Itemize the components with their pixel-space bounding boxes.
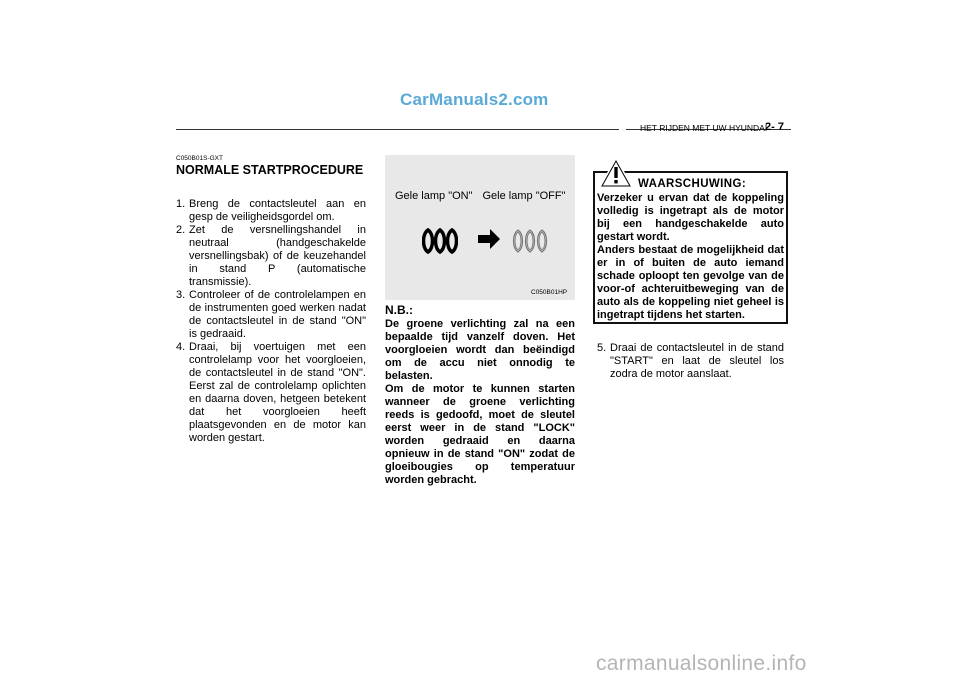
start-steps-list — [176, 198, 366, 445]
warning-paragraph: Anders bestaat de mogelijkheid dat er in of buiten de auto iemand schade oploopt ten gevolge van de voor-of achteruitbeweging van de auto als de koppeling niet geheel is ingetrapt tijdens het starten. — [597, 244, 784, 321]
watermark-carmanualsonline: carmanualsonline.info — [596, 652, 807, 675]
glow-plug-on-icon — [422, 226, 458, 256]
warning-paragraph: Verzeker u ervan dat de koppeling volledig is ingetrapt als de motor bij een handgeschakelde auto gestart wordt. — [597, 192, 784, 243]
note-paragraph: De groene verlichting zal na een bepaalde tijd vanzelf doven. Het voorgloeien wordt dan beëindigd om de accu niet onnodig te belasten. — [385, 318, 575, 382]
warning-title: WAARSCHUWING: — [638, 178, 747, 190]
list-item: 3. Controleer of de controlelampen en de instrumenten goed werken nadat de contactsleutel in de stand "ON" is gedraaid. — [176, 289, 366, 340]
list-item: 4. Draai, bij voertuigen met een controlelamp voor het voorgloeien, de contactsleutel in de stand "ON". Eerst zal de controlelamp oplichten en daarna doven, hetgeen betekent dat het voorgloeien heeft plaatsgevonden en de motor kan worden gestart. — [176, 341, 366, 444]
note-body — [385, 318, 575, 487]
watermark-carmanuals2: CarManuals2.com — [400, 90, 549, 109]
page-number: 2- 7 — [765, 121, 784, 133]
figure-labels — [395, 190, 575, 202]
list-item: 2. Zet de versnellingshandel in neutraal (handgeschakelde versnellingsbak) of de keuzehandel in stand P (automatische transmissie). — [176, 224, 366, 288]
arrow-right-icon — [476, 226, 502, 252]
list-item: 1. Breng de contactsleutel aan en gesp de veiligheidsgordel om. — [176, 198, 366, 223]
glow-plug-off-icon — [512, 226, 548, 256]
label-lamp-on: Gele lamp "ON" — [395, 190, 473, 202]
header-rule-left — [176, 129, 619, 130]
note-title: N.B.: — [385, 303, 413, 317]
running-header: HET RIJDEN MET UW HYUNDAI — [640, 123, 768, 133]
section-title: NORMALE STARTPROCEDURE — [176, 163, 364, 177]
warning-body — [597, 192, 784, 322]
step-five: 5. Draai de contactsleutel in de stand "START" en laat de sleutel los zodra de motor aanslaat. — [597, 342, 784, 380]
warning-triangle-icon — [598, 157, 634, 189]
label-lamp-off: Gele lamp "OFF" — [482, 190, 566, 202]
figure-code: C050B01HP — [531, 289, 568, 296]
note-paragraph: Om de motor te kunnen starten wanneer de groene verlichting reeds is gedoofd, moet de sleutel eerst weer in de stand "LOCK" worden gedraaid en daarna opnieuw in de stand "ON" zodat de gloeibougies op temperatuur worden gebracht. — [385, 383, 575, 486]
section-code: C050B01S-GXT — [176, 155, 223, 162]
